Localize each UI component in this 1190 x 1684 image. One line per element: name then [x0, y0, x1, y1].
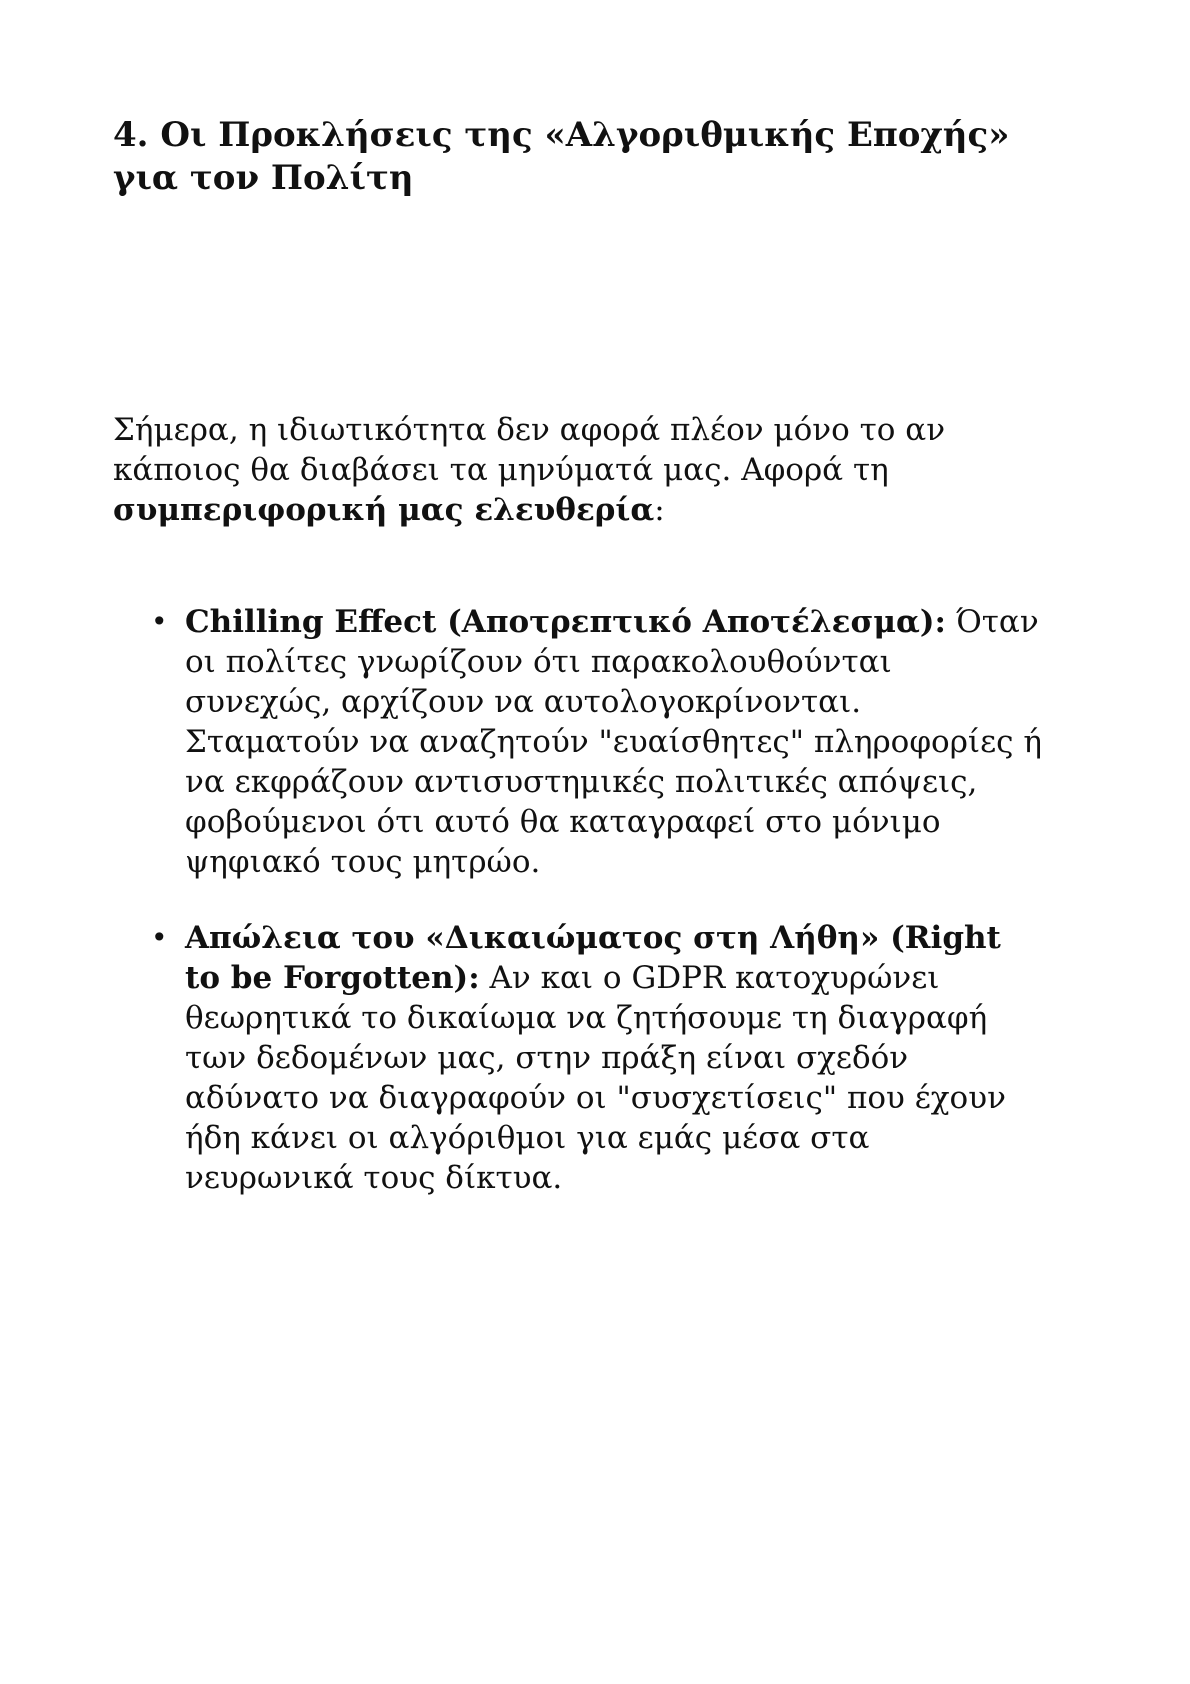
intro-paragraph — [113, 410, 1073, 530]
bullet-icon: • — [151, 921, 168, 954]
section-heading: 4. Οι Προκλήσεις της «Αλγοριθμικής Εποχής» για τον Πολίτη — [113, 115, 1010, 198]
bullet-description: Αν και ο GDPR κατοχυρώνει θεωρητικά το δικαίωμα να ζητήσουμε τη διαγραφή των δεδομένων μας, στην πράξη είναι σχεδόν αδύνατο να διαγραφούν οι "συσχετίσεις" που έχουν ήδη κάνει οι αλγόριθμοι για εμάς μέσα στα νευρωνικά τους δίκτυα. — [185, 960, 1006, 1196]
intro-text-end: : — [654, 492, 665, 528]
bullet-term: Απώλεια του «Δικαιώματος στη Λήθη» (Right to be Forgotten): — [185, 920, 1001, 996]
intro-text: Σήμερα, η ιδιωτικότητα δεν αφορά πλέον μόνο το αν κάποιος θα διαβάσει τα μηνύματά μας. Αφορά τη — [113, 412, 946, 488]
bullet-text — [185, 918, 1045, 1198]
bullet-term: Chilling Effect (Αποτρεπτικό Αποτέλεσμα): — [185, 604, 946, 640]
bullet-description: Όταν οι πολίτες γνωρίζουν ότι παρακολουθούνται συνεχώς, αρχίζουν να αυτολογοκρίνονται. Σταματούν να αναζητούν "ευαίσθητες" πληροφορίες ή να εκφράζουν αντισυστημικές πολιτικές απόψεις, φοβούμενοι ότι αυτό θα καταγραφεί στο μόνιμο ψηφιακό τους μητρώο. — [185, 604, 1042, 880]
intro-bold-phrase: συμπεριφορική μας ελευθερία — [113, 492, 655, 528]
bullet-text — [185, 602, 1045, 882]
bullet-icon: • — [151, 605, 168, 638]
